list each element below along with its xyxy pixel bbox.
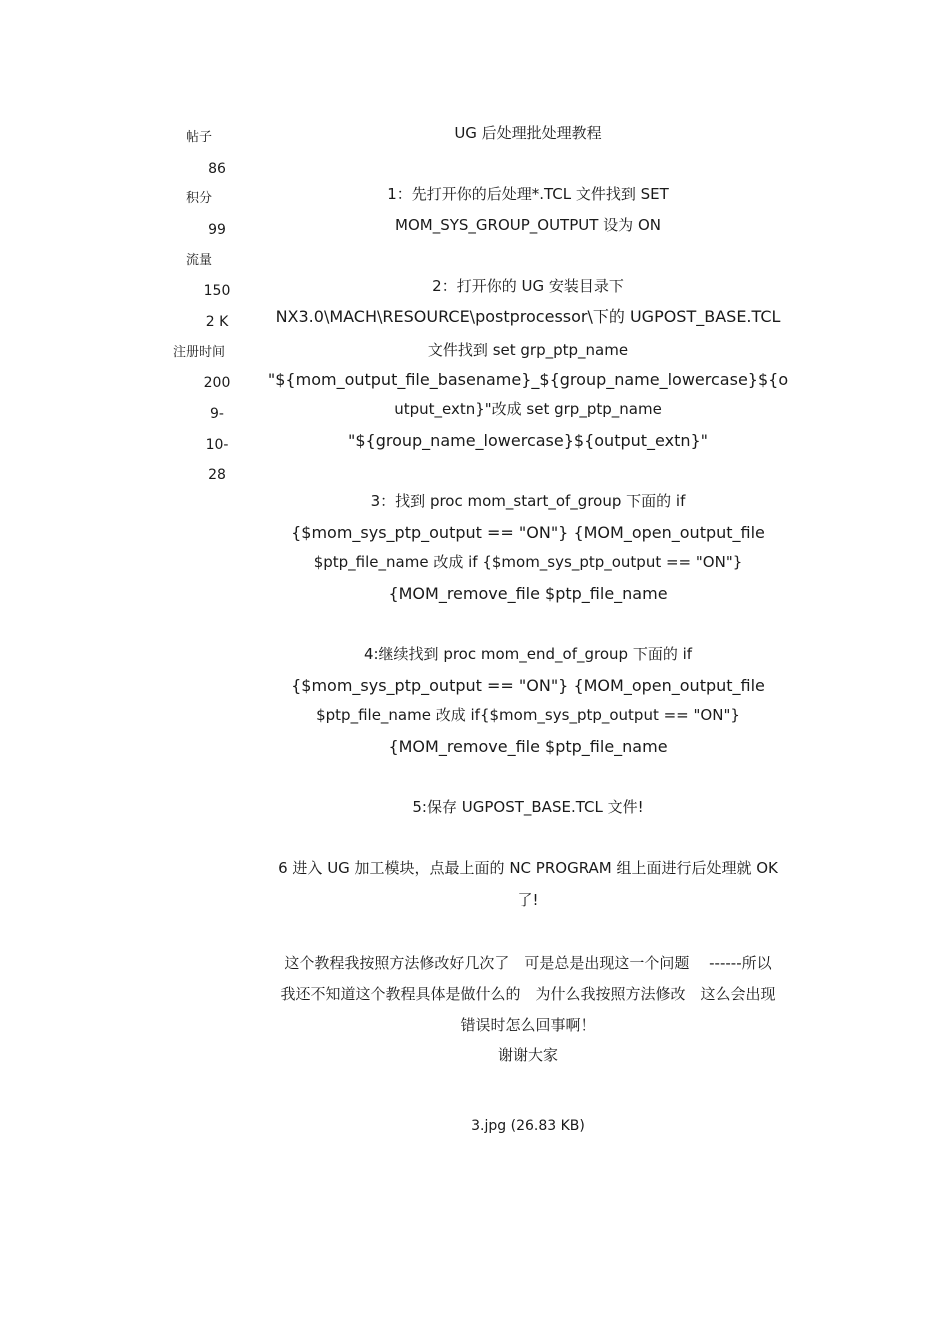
step4-line1: 4:继续找到 proc mom_end_of_group 下面的 if — [363, 645, 693, 663]
step4-line3: $ptp_file_name 改成 if{$mom_sys_ptp_output == "ON"} — [316, 706, 740, 724]
step1-line2: MOM_SYS_GROUP_OUTPUT 设为 ON — [395, 216, 661, 234]
step4-line2: {$mom_sys_ptp_output == "ON"} {MOM_open_output_file — [291, 676, 765, 695]
step6-line1: 6 进入 UG 加工模块，点最上面的 NC PROGRAM 组上面进行后处理就 OK — [278, 859, 778, 877]
step3-line3: $ptp_file_name 改成 if {$mom_sys_ptp_output == "ON"} — [313, 553, 743, 571]
posts-value: 86 — [208, 161, 226, 177]
traffic-unit: 2 K — [205, 314, 229, 330]
attachment-link[interactable]: 3.jpg (26.83 KB) — [471, 1118, 585, 1134]
traffic-label: 流量 — [185, 253, 212, 268]
author-info-panel — [160, 0, 238, 520]
step2-line5: utput_extn}"改成 set grp_ptp_name — [394, 400, 662, 418]
step2-line4: "${mom_output_file_basename}_${group_name_lowercase}${o — [267, 370, 789, 389]
traffic-value: 150 — [203, 283, 231, 299]
points-label: 积分 — [185, 191, 212, 206]
registration-value-4: 28 — [208, 467, 226, 483]
step6-line2: 了! — [517, 891, 539, 909]
step3-line1: 3：找到 proc mom_start_of_group 下面的 if — [370, 492, 686, 510]
step4-line4: {MOM_remove_file $ptp_file_name — [388, 737, 668, 756]
step1-line1: 1：先打开你的后处理*.TCL 文件找到 SET — [387, 185, 669, 203]
step2-line1: 2：打开你的 UG 安装目录下 — [432, 277, 624, 295]
step3-line2: {$mom_sys_ptp_output == "ON"} {MOM_open_output_file — [291, 523, 765, 542]
registration-value-1: 200 — [203, 375, 231, 391]
question-line3: 错误时怎么回事啊！ — [460, 1016, 596, 1034]
points-value: 99 — [208, 222, 226, 238]
step2-line2: NX3.0\MACH\RESOURCE\postprocessor\下的 UGPOST_BASE.TCL — [275, 307, 781, 326]
registration-label: 注册时间 — [172, 345, 225, 360]
question-line2: 我还不知道这个教程具体是做什么的 为什么我按照方法修改 这么会出现 — [280, 985, 776, 1003]
post-title: UG 后处理批处理教程 — [454, 124, 602, 142]
posts-label: 帖子 — [185, 130, 212, 145]
question-line1: 这个教程我按照方法修改好几次了 可是总是出现这一个问题 ------所以 — [284, 954, 772, 972]
post-body — [246, 0, 810, 1344]
step5-line1: 5:保存 UGPOST_BASE.TCL 文件! — [412, 798, 644, 816]
registration-value-3: 10- — [205, 437, 229, 453]
registration-value-2: 9- — [210, 406, 224, 422]
step2-line3: 文件找到 set grp_ptp_name — [427, 341, 629, 359]
step3-line4: {MOM_remove_file $ptp_file_name — [388, 584, 668, 603]
step2-line6: "${group_name_lowercase}${output_extn}" — [347, 431, 709, 450]
thanks-line: 谢谢大家 — [497, 1046, 558, 1064]
